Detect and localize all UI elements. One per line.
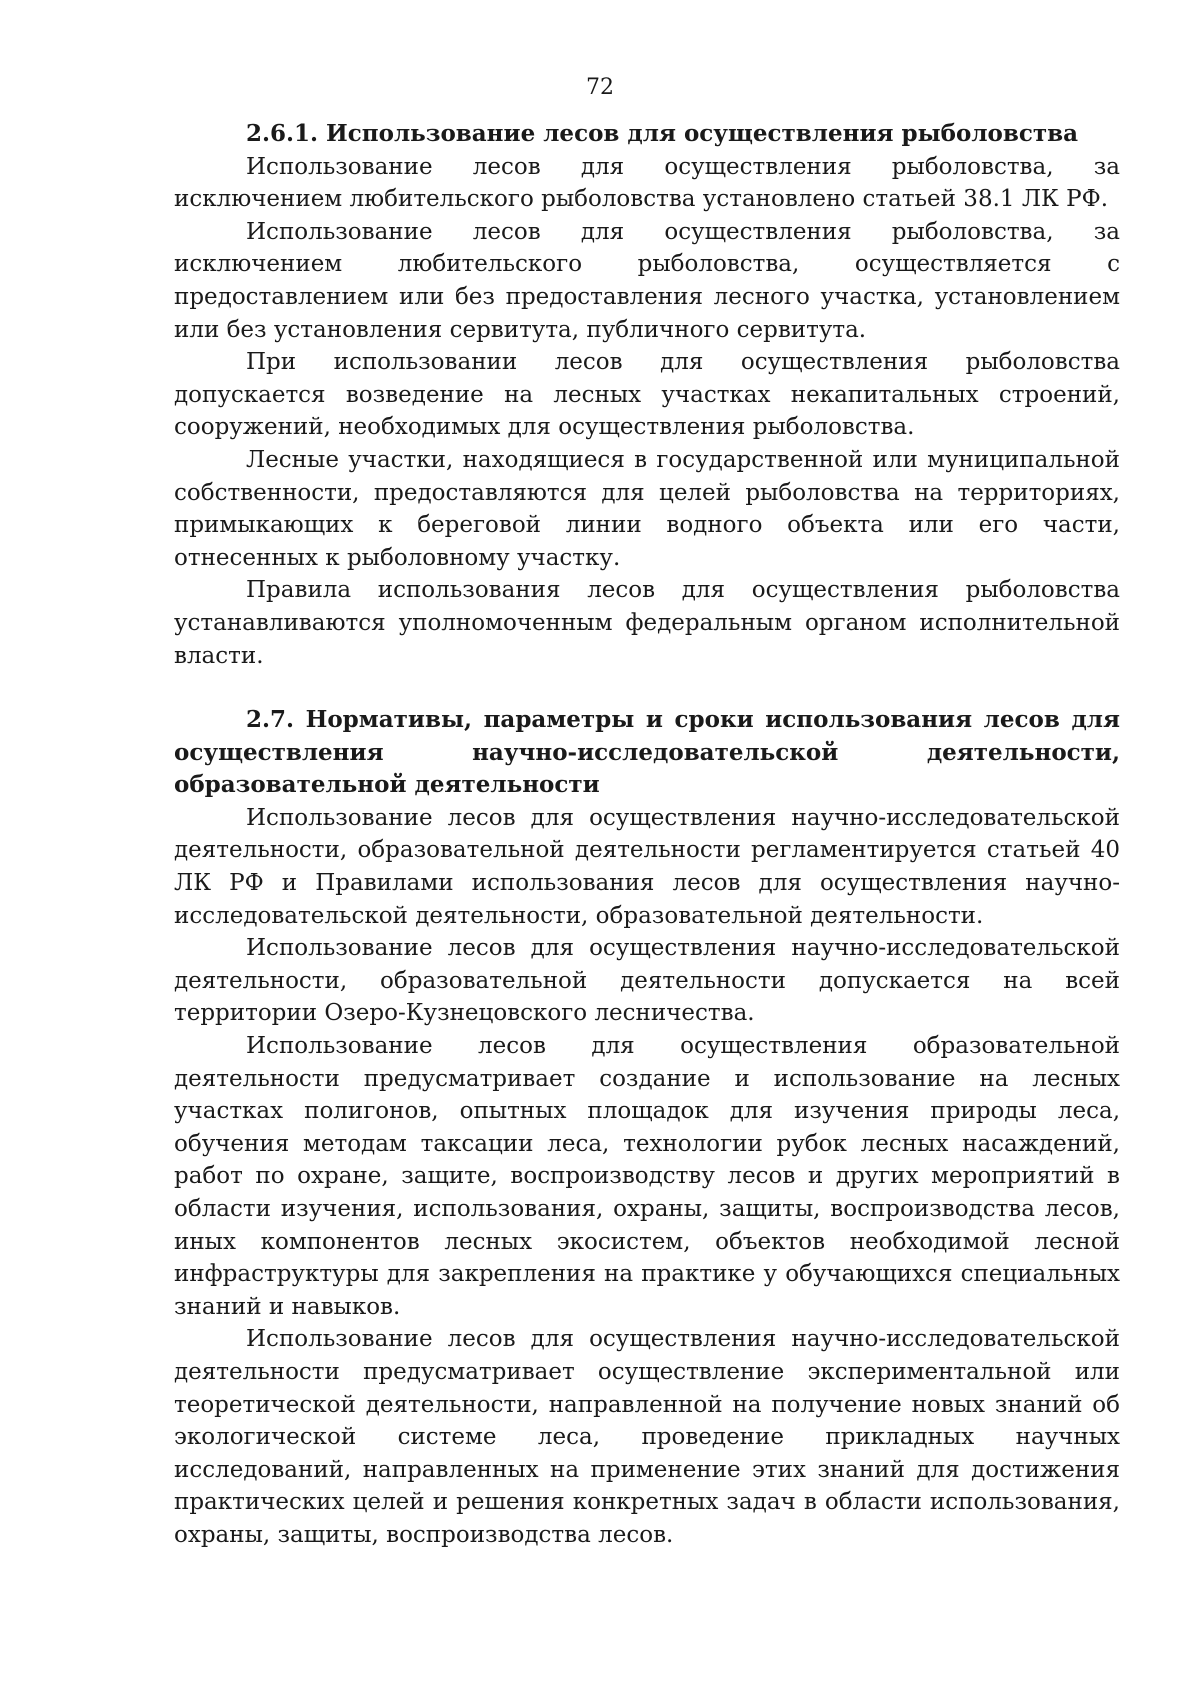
paragraph: Использование лесов для осуществления рыболовства, за исключением любительского рыболовства, осуществляется с предоставлением или без предоставления лесного участка, установлением или без установления сервитута, публичного сервитута. — [174, 218, 1120, 343]
page-content — [174, 118, 1120, 1552]
section-research-education — [174, 704, 1120, 1551]
paragraph: При использовании лесов для осуществления рыболовства допускается возведение на лесных участках некапитальных строений, сооружений, необходимых для осуществления рыболовства. — [174, 349, 1120, 441]
paragraph: Правила использования лесов для осуществления рыболовства устанавливаются уполномоченным федеральным органом исполнительной власти. — [174, 577, 1120, 669]
section-fishing — [174, 118, 1120, 672]
paragraph: Использование лесов для осуществления образовательной деятельности предусматривает создание и использование на лесных участках полигонов, опытных площадок для изучения природы леса, обучения методам таксации леса, технологии рубок лесных насаждений, работ по охране, защите, воспроизводству лесов и других мероприятий в области изучения, использования, охраны, защиты, воспроизводства лесов, иных компонентов лесных экосистем, объектов необходимой лесной инфраструктуры для закрепления на практике у обучающихся специальных знаний и навыков. — [174, 1033, 1120, 1320]
paragraph: Использование лесов для осуществления научно-исследовательской деятельности, образовательной деятельности регламентируется статьей 40 ЛК РФ и Правилами использования лесов для осуществления научно-исследовательской деятельности, образовательной деятельности. — [174, 804, 1120, 929]
paragraph: Использование лесов для осуществления научно-исследовательской деятельности предусматривает осуществление экспериментальной или теоретической деятельности, направленной на получение новых знаний об экологической системе леса, проведение прикладных научных исследований, направленных на применение этих знаний для достижения практических целей и решения конкретных задач в области использования, охраны, защиты, воспроизводства лесов. — [174, 1326, 1120, 1548]
section-heading: 2.7. Нормативы, параметры и сроки использования лесов для осуществления научно-исследовательской деятельности, образовательной деятельности — [174, 706, 1120, 799]
paragraph: Использование лесов для осуществления рыболовства, за исключением любительского рыболовства установлено статьей 38.1 ЛК РФ. — [174, 153, 1120, 213]
section-heading: 2.6.1. Использование лесов для осуществления рыболовства — [246, 120, 1079, 147]
paragraph: Лесные участки, находящиеся в государственной или муниципальной собственности, предоставляются для целей рыболовства на территориях, примыкающих к береговой линии водного объекта или его части, отнесенных к рыболовному участку. — [174, 446, 1120, 571]
section-spacer — [174, 672, 1120, 704]
page-number: 72 — [586, 75, 614, 100]
paragraph: Использование лесов для осуществления научно-исследовательской деятельности, образовательной деятельности допускается на всей территории Озеро-Кузнецовского лесничества. — [174, 935, 1120, 1027]
